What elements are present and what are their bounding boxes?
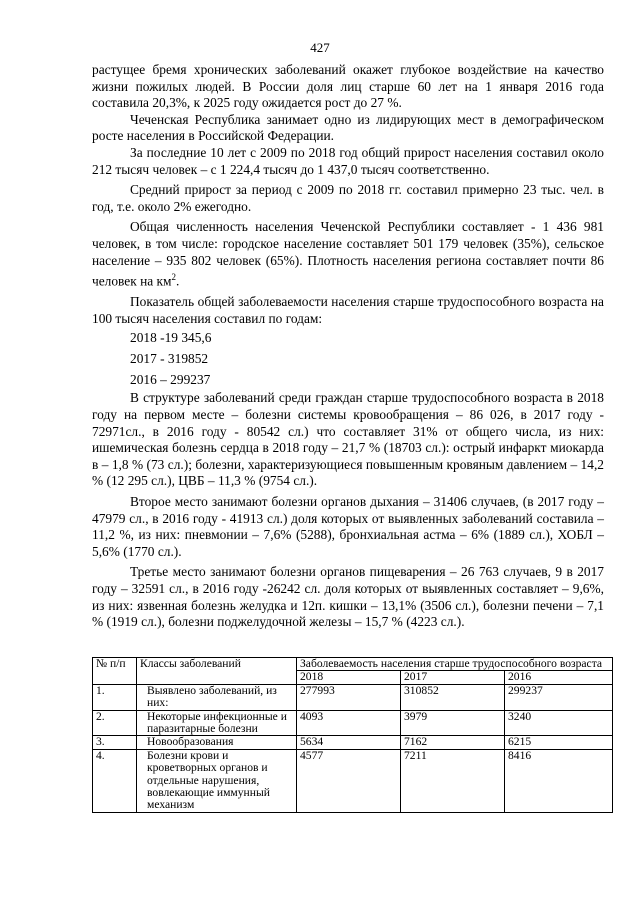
table-row [93,710,613,736]
paragraph-chronic-diseases: растущее бремя хронических заболеваний окажет глубокое воздействие на качество жизни пожилых людей. В России доля лиц старше 60 лет на 1 января 2016 года составила 20,3%, к 2025 году ожидается рост до 27 %. [92,62,604,111]
header-number: № п/п [93,658,137,685]
morbidity-table [92,657,613,813]
year-value-2016: 2016 – 299237 [130,372,211,388]
paragraph-digestive: Третье место занимают болезни органов пищеварения – 26 763 случаев, 9 в 2017 году – 32591 сл., в 2016 году -26242 сл. доля которых от выявленных составляет – 9,6%, из них: язвенная болезнь желудка и 12п. кишки – 13,1% (3506 сл.), болезни печени – 7,1 % (1919 сл.), болезни поджелудочной железы – 15,7 % (4223 сл.). [92,564,604,630]
table-row [93,736,613,749]
paragraph-population: Общая численность населения Чеченской Республики составляет - 1 436 981 человек, в том числе: городское население составляет 501 179 человек (35%), сельское население – 935 802 человек (65%). Плотность населения региона составляет почти 86 человек на $км^2$. [92,219,604,289]
row-value-2017: 310852 [401,684,505,710]
page-number: 427 [310,40,330,55]
year-value-2017: 2017 - 319852 [130,351,209,367]
paragraph-chechen-republic: Чеченская Республика занимает одно из лидирующих мест в демографическом росте населения в Российской Федерации. [92,111,604,144]
row-value-2018: 4093 [297,710,401,736]
paragraph-morbidity-rate: Показатель общей заболеваемости населения старше трудоспособного возраста на 100 тысяч населения составил по годам: [92,294,604,326]
row-value-2016: 3240 [505,710,613,736]
document-body [92,62,604,631]
row-value-2017: 7211 [401,749,505,812]
row-value-2018: 4577 [297,749,401,812]
row-value-2016: 8416 [505,749,613,812]
paragraph-growth-10-years: За последние 10 лет с 2009 по 2018 год общий прирост населения составил около 212 тысяч человек – с 1 224,4 тысяч до 1 437,0 тысяч соответственно. [92,144,604,177]
header-year-2017: 2017 [401,671,505,684]
row-value-2017: 3979 [401,710,505,736]
row-disease-class: Болезни крови и кроветворных органов и отдельные нарушения, вовлекающие иммунный механизм [137,749,297,812]
row-value-2016: 299237 [505,684,613,710]
row-value-2018: 5634 [297,736,401,749]
row-number: 2. [93,710,137,736]
row-disease-class: Выявлено заболеваний, из них: [137,684,297,710]
year-value-2018: 2018 -19 345,6 [130,330,212,346]
row-number: 4. [93,749,137,812]
row-value-2017: 7162 [401,736,505,749]
row-number: 1. [93,684,137,710]
header-disease-class: Классы заболеваний [137,658,297,685]
paragraph-average-growth: Средний прирост за период с 2009 по 2018 гг. составил примерно 23 тыс. чел. в год, т.е. около 2% ежегодно. [92,182,604,214]
row-value-2018: 277993 [297,684,401,710]
table-row [93,749,613,812]
paragraph-circulatory: В структуре заболеваний среди граждан старше трудоспособного возраста в 2018 году на первом месте – болезни системы кровообращения – 86 026, в 2017 году - 72971сл., в 2016 году - 80542 сл.) что составляет 31% от общего числа, из них: ишемическая болезнь сердца в 2018 году – 21,7 % (18703 сл.): острый инфаркт миокарда в – 1,8 % (73 сл.); болезни, характеризующиеся повышенным кровяным давлением – 14,2 % (12 295 сл.), ЦВБ – 11,3 % (9754 сл.). [92,390,604,489]
row-value-2016: 6215 [505,736,613,749]
paragraph-respiratory: Второе место занимают болезни органов дыхания – 31406 случаев, (в 2017 году – 47979 сл., в 2016 году - 41913 сл.) доля которых от выявленных заболеваний составила – 11,2 %, из них: пневмонии – 7,6% (5288), бронхиальная астма – 6% (1889 сл.), ХОБЛ – 5,6% (1770 сл.). [92,493,604,559]
header-morbidity-group: Заболеваемость населения старше трудоспособного возраста [297,658,613,671]
row-disease-class: Некоторые инфекционные и паразитарные болезни [137,710,297,736]
table-header-row [93,658,613,671]
header-year-2016: 2016 [505,671,613,684]
table-row [93,684,613,710]
header-year-2018: 2018 [297,671,401,684]
row-disease-class: Новообразования [137,736,297,749]
row-number: 3. [93,736,137,749]
